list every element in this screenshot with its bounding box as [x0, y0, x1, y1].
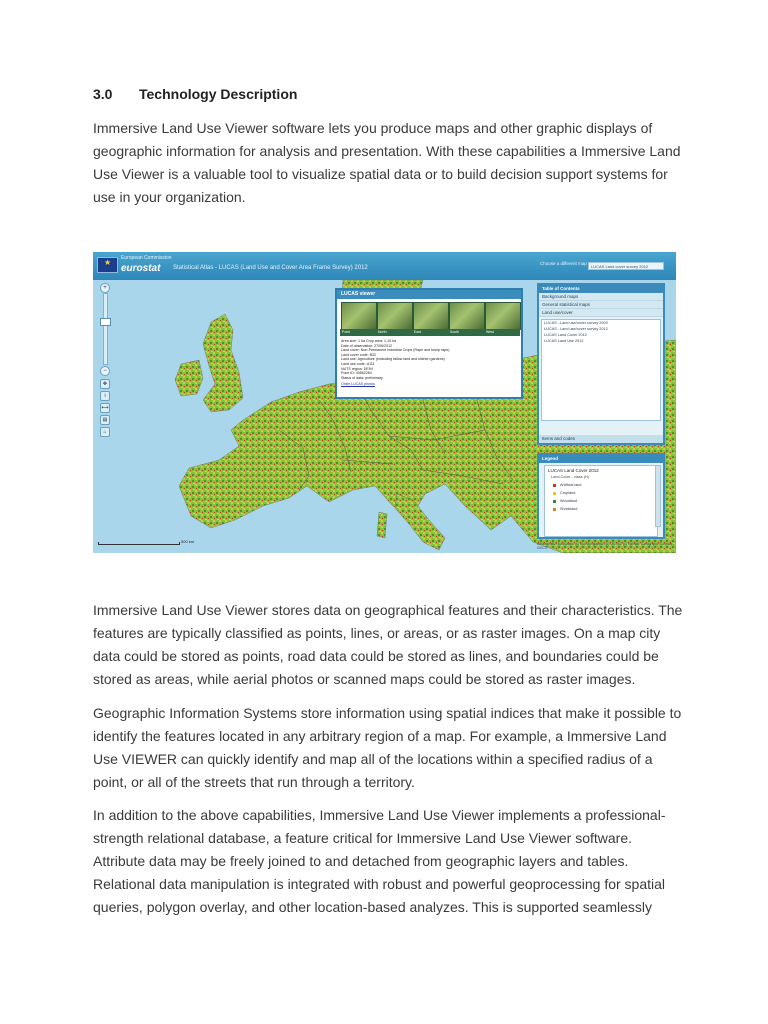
legend-swatch — [553, 492, 556, 495]
toc-footer[interactable]: Items and codes — [539, 435, 663, 443]
attribute-line: Area size: 1 ha Crop area: 1-10 ha — [341, 339, 397, 343]
toc-title: Table of Contents — [539, 285, 663, 293]
photo-point[interactable] — [341, 302, 377, 330]
zoom-in-button[interactable]: + — [100, 283, 110, 293]
legend-scrollbar[interactable] — [655, 465, 661, 527]
legend-item: Artificial land — [545, 481, 657, 489]
legend-item: Shrubland — [545, 505, 657, 513]
lucas-viewer-screenshot — [93, 252, 676, 553]
eu-flag-icon: ★ — [97, 257, 118, 273]
zoom-out-button[interactable]: − — [100, 366, 110, 376]
attribute-line: Land use: Agriculture (excluding fallow land and kitchen gardens) — [341, 357, 445, 362]
attribute-line: NUTS region: DE94 — [341, 366, 373, 371]
scale-label: 500 km — [181, 539, 195, 544]
photo-east[interactable] — [413, 302, 449, 330]
legend-title: Legend — [539, 455, 663, 463]
legend-panel — [537, 453, 665, 539]
legend-item: Cropland — [545, 489, 657, 497]
toc-layer-item[interactable]: LUCAS - Land use/cover survey 2012 — [544, 327, 608, 331]
paragraph-spatial-indices: Geographic Information Systems store information using spatial indices that make it possible to identify the features located in any arbitrary region of a map. For example, a Immersive Land Use VIEWER can quickly identify and map all of the locations within a specified radius of a point, or all of the streets that run through a territory. — [93, 705, 682, 790]
toc-layer-item[interactable]: LUCAS Land Use 2012 — [544, 339, 584, 343]
corsica-sardinia-landmass — [377, 512, 387, 538]
toc-layer-item[interactable]: LUCAS Land Cover 2012 — [544, 333, 587, 337]
table-of-contents-panel — [537, 283, 665, 445]
photo-west[interactable] — [485, 302, 521, 330]
print-tool-icon[interactable]: ▤ — [100, 415, 110, 425]
scale-bar — [98, 542, 180, 545]
paragraph-features: Immersive Land Use Viewer stores data on geographical features and their characteristics. The features are typically classified as points, lines, or areas, or as raster images. On a map city data could be stored as points, road data could be stored as lines, and boundaries could be stored as areas, while aerial photos or scanned maps could be stored as raster images. — [93, 602, 683, 687]
legend-swatch — [553, 508, 556, 511]
legend-content — [544, 465, 658, 537]
legend-swatch — [553, 500, 556, 503]
eurostat-logo: eurostat — [121, 263, 161, 274]
viewer-header — [93, 252, 676, 280]
section-title: Technology Description — [139, 86, 298, 102]
toc-layer-list — [541, 319, 661, 421]
attribute-line: Point ID: 43562284 — [341, 371, 372, 376]
toc-group[interactable]: General statistical maps — [539, 301, 663, 309]
lucas-viewer-popup[interactable] — [335, 288, 523, 399]
pan-tool-icon[interactable]: ✥ — [100, 379, 110, 389]
legend-heading: LUCAS Land Cover 2012 — [548, 468, 599, 473]
photo-north[interactable] — [377, 302, 413, 330]
identify-tool-icon[interactable]: i — [100, 391, 110, 401]
popup-attributes — [341, 339, 491, 387]
toc-group[interactable]: Land use/cover — [539, 309, 663, 317]
attribute-line: Land cover code: B32 — [341, 352, 376, 357]
photo-caption: South — [448, 329, 484, 336]
popup-title: LUCAS viewer — [337, 290, 521, 299]
attribute-line: Land use code: U111 — [341, 361, 375, 366]
toc-group[interactable]: Background maps — [539, 293, 663, 301]
map-select[interactable]: LUCAS Land cover survey 2012 — [588, 262, 664, 270]
photo-south[interactable] — [449, 302, 485, 330]
home-tool-icon[interactable]: ⌂ — [100, 427, 110, 437]
legend-swatch — [553, 484, 556, 487]
legend-item: Woodland — [545, 497, 657, 505]
viewer-title: Statistical Atlas - LUCAS (Land Use and Cover Area Frame Survey) 2012 — [173, 265, 368, 271]
section-heading — [93, 86, 297, 102]
attribute-line: Land cover: Non-Permanent Industrial Crops (Rape and turnip rape) — [341, 348, 450, 353]
measure-tool-icon[interactable]: ⟷ — [101, 405, 109, 411]
commission-label: European Commission — [121, 255, 172, 261]
zoom-slider-handle[interactable] — [100, 318, 111, 326]
attribute-line: Status of data: preliminary — [341, 375, 383, 380]
attribute-line: Date of observation: 27/06/2012 — [341, 343, 393, 348]
legend-subheading: Land Cover - class (H) — [551, 475, 589, 479]
order-photos-link[interactable]: Order LUCAS photos — [341, 382, 375, 387]
map-choice-label: Choose a different map — [540, 261, 587, 266]
photo-caption: East — [412, 329, 448, 336]
photo-caption: West — [484, 329, 520, 336]
paragraph-relational-database: In addition to the above capabilities, Immersive Land Use Viewer implements a professional-strength relational database, a feature critical for Immersive Land Use Viewer software. Attribute data may be freely joined to and detached from geographic layers and tables. Relational data manipulation is integrated with robust and powerful geoprocessing for spatial queries, polygon overlay, and other location-based analyzes. This is supported seamlessly — [93, 807, 666, 915]
photo-caption: North — [376, 329, 412, 336]
photo-caption: Point — [340, 329, 376, 336]
zoom-slider-track[interactable] — [103, 293, 108, 365]
map-credit: Administrative boundaries: (c) EuroGeographics (c) UN-FAO (c) Turkstat. Cartography: Eurostat - GISCO — [537, 542, 675, 550]
toc-layer-item[interactable]: LUCAS - Land use/cover survey 2009 — [544, 321, 608, 325]
paragraph-intro: Immersive Land Use Viewer software lets you produce maps and other graphic displays of geographic information for analysis and presentation. With these capabilities a Immersive Land Use Viewer is a valuable tool to visualize spatial data or to build decision support systems for use in your organization. — [93, 120, 681, 205]
section-number: 3.0 — [93, 86, 113, 102]
